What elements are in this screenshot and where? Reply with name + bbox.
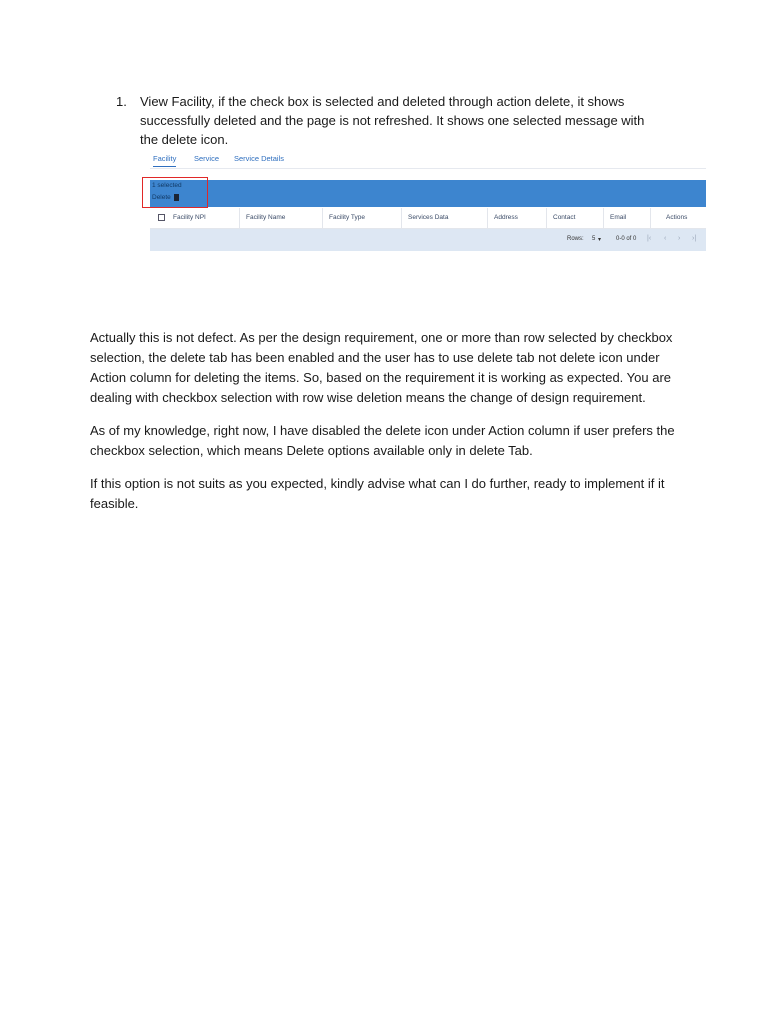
column-contact: Contact <box>553 214 576 221</box>
column-divider <box>487 208 488 228</box>
last-page-icon[interactable]: ›| <box>692 235 697 242</box>
tab-service[interactable]: Service <box>194 154 220 163</box>
table-pagination <box>150 229 706 251</box>
rows-per-page-label: Rows: <box>567 236 584 242</box>
paragraph-change: As of my knowledge, right now, I have disabled the delete icon under Action column if user prefers the checkbox selection, which means Delete options available only in delete Tab. <box>90 423 675 458</box>
column-divider <box>603 208 604 228</box>
next-page-icon[interactable]: › <box>678 235 681 242</box>
table-header <box>150 208 706 229</box>
chevron-down-icon[interactable]: ▾ <box>598 237 602 243</box>
column-divider <box>239 208 240 228</box>
selected-count: 1 selected <box>152 182 182 189</box>
column-address: Address <box>494 214 518 221</box>
column-actions: Actions <box>666 214 688 221</box>
list-item-text: View Facility, if the check box is selected and deleted through action delete, it shows successfully deleted and the page is not refreshed. It shows one selected message with the delete icon. <box>140 94 645 147</box>
paragraph-closing: If this option is not suits as you expected, kindly advise what can I do further, ready to implement if it feasible. <box>90 476 665 511</box>
embedded-screenshot <box>150 150 706 252</box>
selection-toolbar <box>150 180 706 207</box>
select-all-checkbox[interactable] <box>158 214 165 221</box>
first-page-icon[interactable]: |‹ <box>647 235 652 242</box>
numbered-list-item <box>116 92 656 149</box>
column-divider <box>650 208 651 228</box>
list-number: 1. <box>116 94 127 109</box>
column-facility-name: Facility Name <box>246 214 286 221</box>
tab-facility[interactable]: Facility <box>153 154 176 167</box>
tab-service-details[interactable]: Service Details <box>234 154 285 163</box>
column-divider <box>546 208 547 228</box>
paragraph-explanation: Actually this is not defect. As per the design requirement, one or more than row selected by checkbox selection, the delete tab has been enabled and the user has to use delete tab not delete icon under Action column for deleting the items. So, based on the requirement it is working as expected. You are dealing with checkbox selection with row wise deletion means the change of design requirement. <box>90 330 673 405</box>
column-email: Email <box>610 214 627 221</box>
column-facility-npi: Facility NPI <box>173 214 206 221</box>
column-services-data: Services Data <box>408 214 449 221</box>
page-range: 0-0 of 0 <box>616 236 637 242</box>
tab-bar <box>150 150 706 169</box>
delete-button[interactable]: Delete <box>152 194 171 201</box>
column-divider <box>401 208 402 228</box>
column-facility-type: Facility Type <box>329 214 366 221</box>
rows-per-page-select[interactable]: 5 <box>592 236 596 242</box>
previous-page-icon[interactable]: ‹ <box>664 235 667 242</box>
highlight-box <box>142 177 208 208</box>
column-divider <box>322 208 323 228</box>
